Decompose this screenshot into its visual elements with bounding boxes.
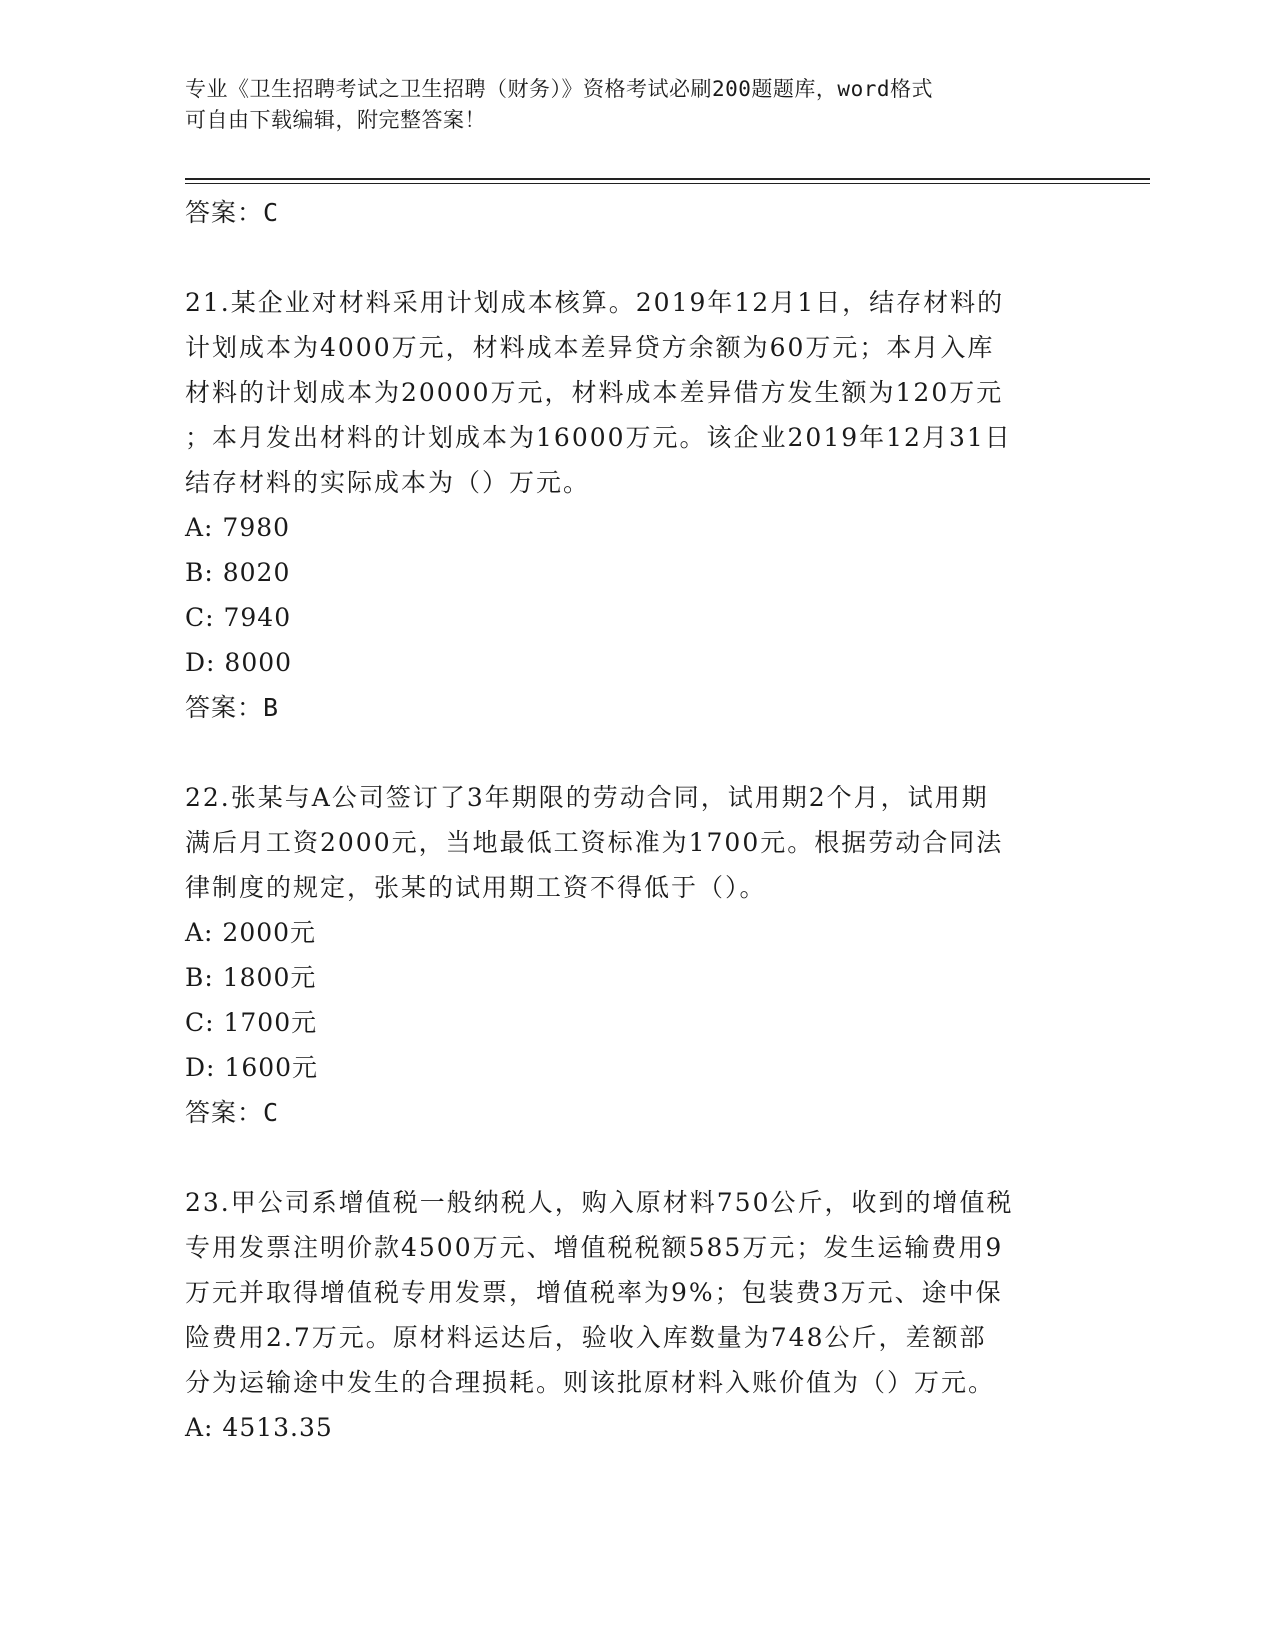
question-22 <box>185 775 1065 1135</box>
header-rule-thick <box>185 178 1150 180</box>
question-line: 21.某企业对材料采用计划成本核算。2019年12月1日，结存材料的 <box>185 288 1005 317</box>
header-line-1: 专业《卫生招聘考试之卫生招聘（财务）》资格考试必刷200题题库，word格式 <box>185 77 933 101</box>
question-21 <box>185 280 1065 730</box>
option-a: A: 4513.35 <box>185 1413 333 1442</box>
answer: 答案：B <box>185 693 280 722</box>
question-line: 分为运输途中发生的合理损耗。则该批原材料入账价值为（）万元。 <box>185 1368 996 1397</box>
question-line: 计划成本为4000万元，材料成本差异贷方余额为60万元；本月入库 <box>185 333 995 362</box>
option-c: C: 1700元 <box>185 1008 318 1037</box>
document-body <box>185 190 1065 1450</box>
option-d: D: 8000 <box>185 648 293 677</box>
question-line: 满后月工资2000元，当地最低工资标准为1700元。根据劳动合同法 <box>185 828 1004 857</box>
question-line: 23.甲公司系增值税一般纳税人，购入原材料750公斤，收到的增值税 <box>185 1188 1014 1217</box>
option-a: A: 2000元 <box>185 918 317 947</box>
option-d: D: 1600元 <box>185 1053 319 1082</box>
question-23 <box>185 1180 1065 1450</box>
question-line: 险费用2.7万元。原材料运达后，验收入库数量为748公斤，差额部 <box>185 1323 987 1352</box>
option-b: B: 1800元 <box>185 963 317 992</box>
question-line: 万元并取得增值税专用发票，增值税率为9%；包装费3万元、途中保 <box>185 1278 1003 1307</box>
option-c: C: 7940 <box>185 603 292 632</box>
answer: 答案：C <box>185 1098 280 1127</box>
spacer <box>185 730 1065 775</box>
question-line: 材料的计划成本为20000万元，材料成本差异借方发生额为120万元 <box>185 378 1004 407</box>
header-line-2: 可自由下载编辑，附完整答案！ <box>185 108 486 132</box>
option-b: B: 8020 <box>185 558 291 587</box>
spacer <box>185 235 1065 280</box>
previous-answer: 答案：C <box>185 198 280 227</box>
question-line: ；本月发出材料的计划成本为16000万元。该企业2019年12月31日 <box>185 423 1012 452</box>
header-rule-thin <box>185 183 1150 184</box>
question-line: 22.张某与A公司签订了3年期限的劳动合同，试用期2个月，试用期 <box>185 783 989 812</box>
question-line: 专用发票注明价款4500万元、增值税税额585万元；发生运输费用9 <box>185 1233 1004 1262</box>
question-line: 结存材料的实际成本为（）万元。 <box>185 468 591 497</box>
page-header <box>185 74 1065 136</box>
question-line: 律制度的规定，张某的试用期工资不得低于（）。 <box>185 873 767 902</box>
spacer <box>185 1135 1065 1180</box>
option-a: A: 7980 <box>185 513 291 542</box>
